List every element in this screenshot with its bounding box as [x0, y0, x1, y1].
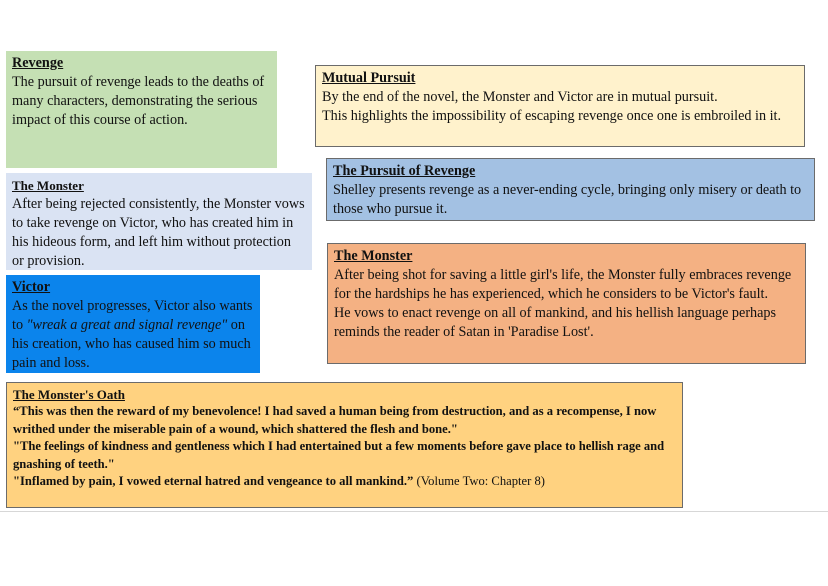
page-divider — [0, 511, 828, 512]
mutual-pursuit-line2: This highlights the impossibility of escaping revenge once one is embroiled in it. — [322, 108, 782, 124]
monster-rejected-title: The Monster — [12, 178, 84, 193]
oath-quote-2: "The feelings of kindness and gentleness which I had entertained but a few moments before gave place to hellish rage and gnashing of teeth." — [13, 439, 665, 471]
pursuit-of-revenge-box — [326, 158, 815, 221]
mutual-pursuit-line1: By the end of the novel, the Monster and Victor are in mutual pursuit. — [322, 89, 718, 105]
monster-shot-para2: He vows to enact revenge on all of mankind, and his hellish language perhaps reminds the reader of Satan in 'Paradise Lost'. — [334, 305, 777, 340]
monster-rejected-box — [6, 173, 312, 270]
victor-text — [12, 297, 254, 373]
mutual-pursuit-box — [315, 65, 805, 147]
monster-rejected-text: After being rejected consistently, the Monster vows to take revenge on Victor, who has created him in his hideous form, and left him without protection or provision. — [12, 196, 305, 269]
oath-quote-1: “This was then the reward of my benevolence! I had saved a human being from destruction, and as a recompense, I now writhed under the miserable pain of a wound, which shattered the flesh and bone." — [13, 404, 657, 436]
pursuit-of-revenge-text: Shelley presents revenge as a never-ending cycle, bringing only misery or death to those who pursue it. — [333, 182, 802, 217]
victor-text-after: on his creation, who has caused him so much pain and loss. — [12, 317, 251, 371]
monster-shot-para1: After being shot for saving a little girl's life, the Monster fully embraces revenge for the hardships he has experienced, which he considers to be Victor's fault. — [334, 267, 792, 302]
oath-quote-3: "Inflamed by pain, I vowed eternal hatred and vengeance to all mankind.” — [13, 474, 414, 489]
monster-shot-box — [327, 243, 806, 364]
monster-oath-title: The Monster's Oath — [13, 387, 125, 402]
victor-quote: "wreak a great and signal revenge" — [26, 317, 228, 333]
victor-title: Victor — [12, 279, 51, 295]
victor-text-before: As the novel progresses, Victor also wants to — [12, 298, 253, 333]
revenge-text: The pursuit of revenge leads to the deaths of many characters, demonstrating the serious impact of this course of action. — [12, 74, 265, 128]
pursuit-of-revenge-title: The Pursuit of Revenge — [333, 163, 476, 179]
oath-quote-3-line — [13, 473, 676, 490]
revenge-title: Revenge — [12, 55, 64, 71]
mutual-pursuit-title: Mutual Pursuit — [322, 70, 416, 86]
monster-shot-title: The Monster — [334, 248, 413, 264]
oath-citation: (Volume Two: Chapter 8) — [413, 474, 545, 489]
victor-box — [6, 275, 260, 373]
revenge-box — [6, 51, 277, 168]
monster-oath-box — [6, 382, 683, 508]
